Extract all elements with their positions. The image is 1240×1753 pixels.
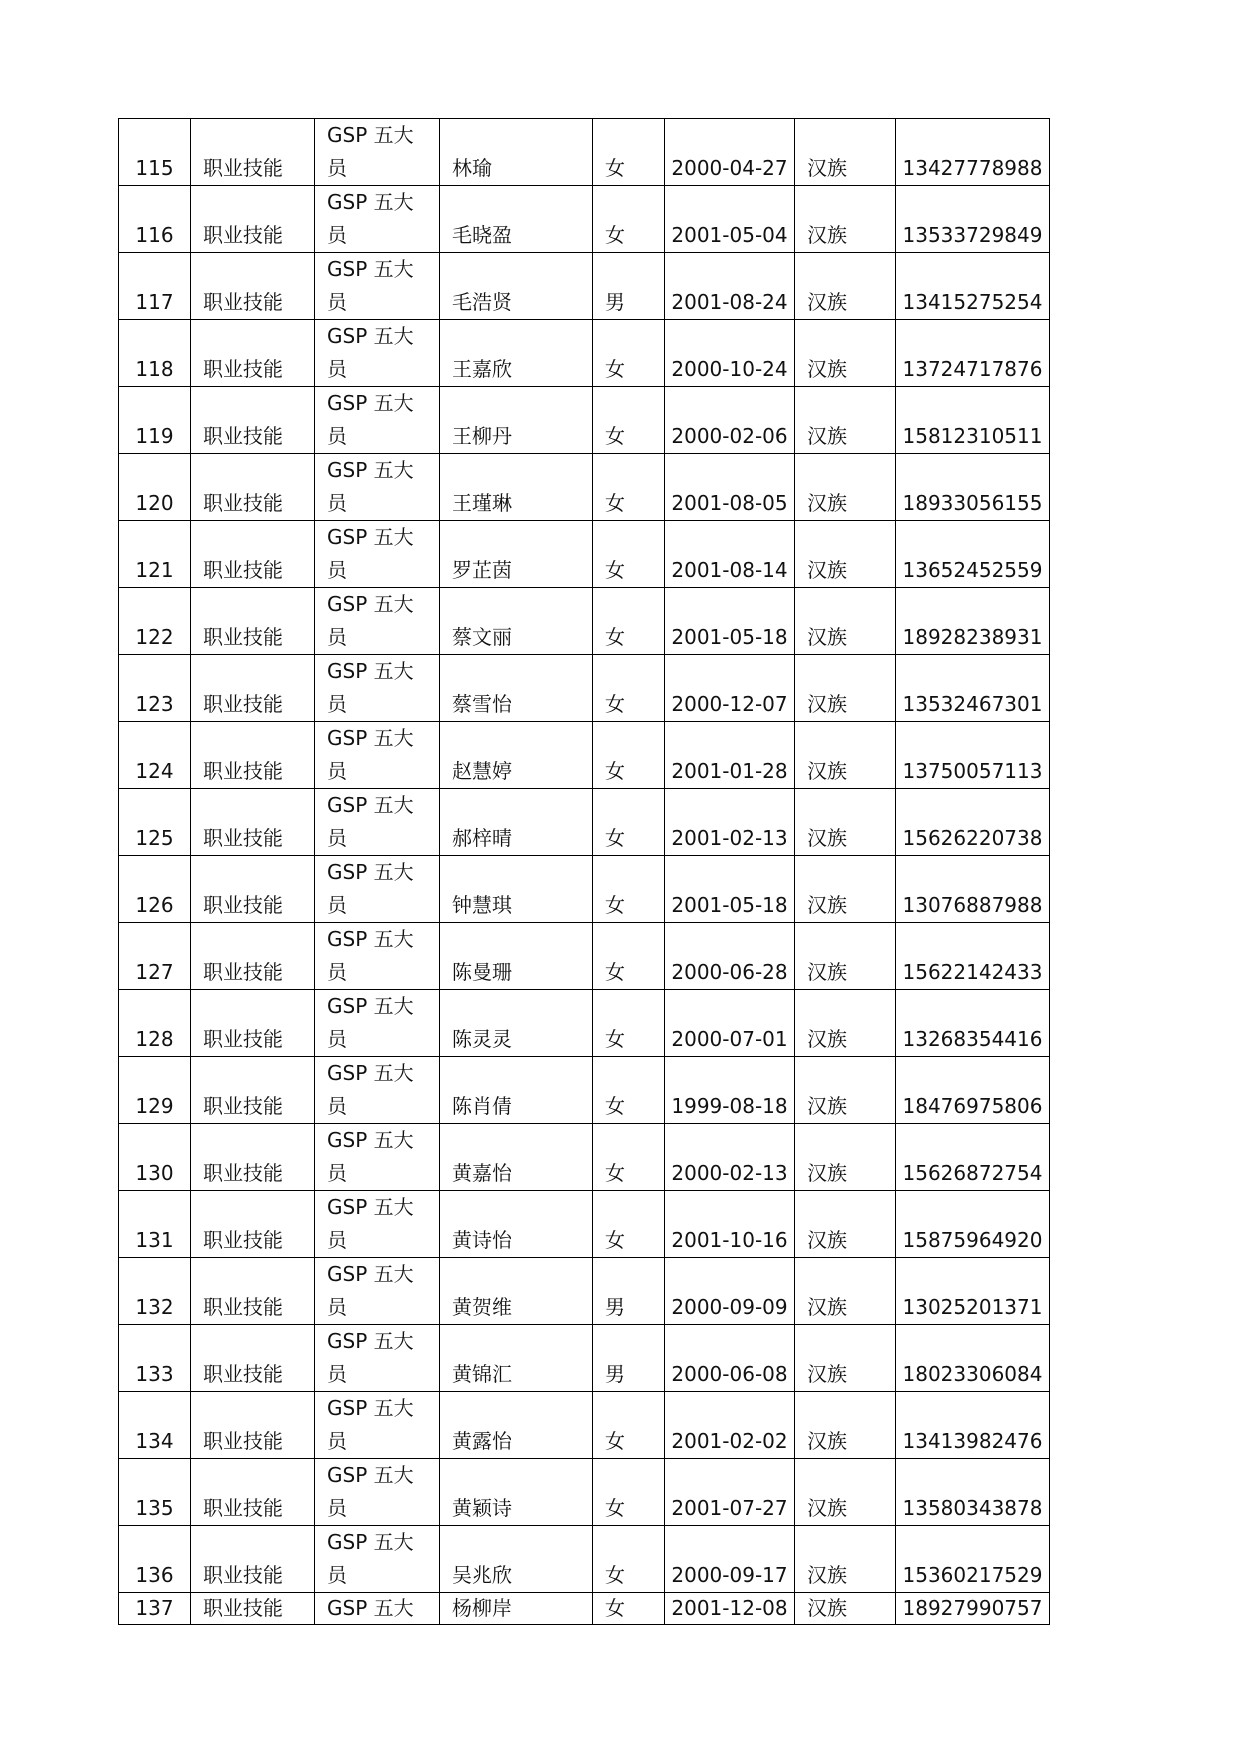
ethnicity-cell: 汉族 <box>795 856 896 923</box>
category-cell: 职业技能 <box>191 1191 315 1258</box>
student-name-cell: 赵慧婷 <box>440 722 593 789</box>
table-row <box>119 387 1050 454</box>
table-row <box>119 1124 1050 1191</box>
table-row <box>119 1325 1050 1392</box>
row-number-cell: 131 <box>119 1191 191 1258</box>
category-cell: 职业技能 <box>191 119 315 186</box>
category-cell: 职业技能 <box>191 253 315 320</box>
major-cell <box>315 990 440 1057</box>
category-cell: 职业技能 <box>191 1325 315 1392</box>
gender-cell: 女 <box>593 722 665 789</box>
phone-cell: 13025201371 <box>896 1258 1050 1325</box>
table-row <box>119 1191 1050 1258</box>
table-row <box>119 1392 1050 1459</box>
major-cell <box>315 1526 440 1593</box>
birth-date-cell: 2000-12-07 <box>665 655 795 722</box>
birth-date-cell: 2001-02-02 <box>665 1392 795 1459</box>
row-number-cell: 115 <box>119 119 191 186</box>
major-text: GSP 五大员 <box>327 1262 414 1319</box>
major-cell <box>315 1325 440 1392</box>
student-name-cell: 王嘉欣 <box>440 320 593 387</box>
table-row <box>119 320 1050 387</box>
table-row <box>119 521 1050 588</box>
student-name-cell: 黄锦汇 <box>440 1325 593 1392</box>
student-name-cell: 王柳丹 <box>440 387 593 454</box>
birth-date-cell: 2000-10-24 <box>665 320 795 387</box>
row-number-cell: 132 <box>119 1258 191 1325</box>
row-number-cell: 135 <box>119 1459 191 1526</box>
table-row <box>119 722 1050 789</box>
birth-date-cell: 2001-12-08 <box>665 1593 795 1625</box>
birth-date-cell: 2000-09-17 <box>665 1526 795 1593</box>
birth-date-cell: 2001-08-24 <box>665 253 795 320</box>
table-row <box>119 588 1050 655</box>
student-name-cell: 毛浩贤 <box>440 253 593 320</box>
table-row <box>119 1459 1050 1526</box>
major-text: GSP 五大员 <box>327 1530 414 1587</box>
phone-cell: 13532467301 <box>896 655 1050 722</box>
phone-cell: 13533729849 <box>896 186 1050 253</box>
gender-cell: 女 <box>593 521 665 588</box>
major-text: GSP 五大员 <box>327 860 414 917</box>
table-row <box>119 655 1050 722</box>
category-cell: 职业技能 <box>191 521 315 588</box>
table-row <box>119 1057 1050 1124</box>
ethnicity-cell: 汉族 <box>795 1325 896 1392</box>
major-cell <box>315 1258 440 1325</box>
major-cell <box>315 722 440 789</box>
category-cell: 职业技能 <box>191 789 315 856</box>
row-number-cell: 126 <box>119 856 191 923</box>
row-number-cell: 116 <box>119 186 191 253</box>
phone-cell: 13652452559 <box>896 521 1050 588</box>
ethnicity-cell: 汉族 <box>795 1593 896 1625</box>
major-cell <box>315 521 440 588</box>
row-number-cell: 134 <box>119 1392 191 1459</box>
major-cell <box>315 1459 440 1526</box>
major-text: GSP 五大员 <box>327 458 414 515</box>
gender-cell: 女 <box>593 119 665 186</box>
ethnicity-cell: 汉族 <box>795 454 896 521</box>
table-row <box>119 1526 1050 1593</box>
student-name-cell: 陈灵灵 <box>440 990 593 1057</box>
phone-cell: 15622142433 <box>896 923 1050 990</box>
ethnicity-cell: 汉族 <box>795 722 896 789</box>
major-text: GSP 五大员 <box>327 726 414 783</box>
major-text: GSP 五大员 <box>327 592 414 649</box>
row-number-cell: 125 <box>119 789 191 856</box>
gender-cell: 女 <box>593 655 665 722</box>
student-name-cell: 罗芷茵 <box>440 521 593 588</box>
gender-cell: 女 <box>593 387 665 454</box>
category-cell: 职业技能 <box>191 1258 315 1325</box>
phone-cell: 15875964920 <box>896 1191 1050 1258</box>
table-row <box>119 1258 1050 1325</box>
category-cell: 职业技能 <box>191 722 315 789</box>
row-number-cell: 136 <box>119 1526 191 1593</box>
birth-date-cell: 2001-10-16 <box>665 1191 795 1258</box>
category-cell: 职业技能 <box>191 1392 315 1459</box>
gender-cell: 女 <box>593 454 665 521</box>
row-number-cell: 122 <box>119 588 191 655</box>
major-cell <box>315 1057 440 1124</box>
birth-date-cell: 2000-06-08 <box>665 1325 795 1392</box>
phone-cell: 13268354416 <box>896 990 1050 1057</box>
major-cell <box>315 1124 440 1191</box>
student-name-cell: 蔡文丽 <box>440 588 593 655</box>
category-cell: 职业技能 <box>191 990 315 1057</box>
major-text: GSP 五大员 <box>327 1329 414 1386</box>
ethnicity-cell: 汉族 <box>795 1526 896 1593</box>
category-cell: 职业技能 <box>191 923 315 990</box>
ethnicity-cell: 汉族 <box>795 253 896 320</box>
gender-cell: 女 <box>593 1459 665 1526</box>
major-text: GSP 五大员 <box>327 324 414 381</box>
category-cell: 职业技能 <box>191 320 315 387</box>
phone-cell: 13427778988 <box>896 119 1050 186</box>
student-name-cell: 吴兆欣 <box>440 1526 593 1593</box>
student-name-cell: 黄贺维 <box>440 1258 593 1325</box>
major-cell <box>315 387 440 454</box>
major-cell <box>315 119 440 186</box>
birth-date-cell: 2000-02-13 <box>665 1124 795 1191</box>
student-name-cell: 杨柳岸 <box>440 1593 593 1625</box>
major-text: GSP 五大员 <box>327 1061 414 1118</box>
birth-date-cell: 2000-04-27 <box>665 119 795 186</box>
birth-date-cell: 2001-05-18 <box>665 856 795 923</box>
category-cell: 职业技能 <box>191 387 315 454</box>
ethnicity-cell: 汉族 <box>795 186 896 253</box>
gender-cell: 女 <box>593 1593 665 1625</box>
major-text: GSP 五大员 <box>327 1396 414 1453</box>
gender-cell: 女 <box>593 1392 665 1459</box>
ethnicity-cell: 汉族 <box>795 1392 896 1459</box>
phone-cell: 13580343878 <box>896 1459 1050 1526</box>
major-text: GSP 五大员 <box>327 123 414 180</box>
phone-cell: 13413982476 <box>896 1392 1050 1459</box>
birth-date-cell: 2001-08-05 <box>665 454 795 521</box>
ethnicity-cell: 汉族 <box>795 990 896 1057</box>
phone-cell: 13724717876 <box>896 320 1050 387</box>
row-number-cell: 124 <box>119 722 191 789</box>
table-row <box>119 856 1050 923</box>
gender-cell: 女 <box>593 923 665 990</box>
phone-cell: 18476975806 <box>896 1057 1050 1124</box>
phone-cell: 18933056155 <box>896 454 1050 521</box>
gender-cell: 女 <box>593 789 665 856</box>
gender-cell: 女 <box>593 186 665 253</box>
major-cell <box>315 923 440 990</box>
student-name-cell: 毛晓盈 <box>440 186 593 253</box>
major-cell <box>315 655 440 722</box>
ethnicity-cell: 汉族 <box>795 119 896 186</box>
gender-cell: 女 <box>593 1191 665 1258</box>
gender-cell: 女 <box>593 856 665 923</box>
row-number-cell: 117 <box>119 253 191 320</box>
category-cell: 职业技能 <box>191 1057 315 1124</box>
phone-cell: 18023306084 <box>896 1325 1050 1392</box>
row-number-cell: 128 <box>119 990 191 1057</box>
major-cell <box>315 1593 440 1625</box>
birth-date-cell: 2000-02-06 <box>665 387 795 454</box>
ethnicity-cell: 汉族 <box>795 1057 896 1124</box>
category-cell: 职业技能 <box>191 1526 315 1593</box>
phone-cell: 13750057113 <box>896 722 1050 789</box>
gender-cell: 女 <box>593 588 665 655</box>
student-roster-table <box>118 118 1050 1625</box>
major-text: GSP 五大 <box>327 1596 414 1620</box>
gender-cell: 女 <box>593 1057 665 1124</box>
gender-cell: 男 <box>593 253 665 320</box>
ethnicity-cell: 汉族 <box>795 789 896 856</box>
birth-date-cell: 2001-08-14 <box>665 521 795 588</box>
student-name-cell: 王瑾琳 <box>440 454 593 521</box>
major-cell <box>315 1191 440 1258</box>
birth-date-cell: 2000-06-28 <box>665 923 795 990</box>
row-number-cell: 120 <box>119 454 191 521</box>
ethnicity-cell: 汉族 <box>795 588 896 655</box>
major-cell <box>315 253 440 320</box>
row-number-cell: 127 <box>119 923 191 990</box>
student-name-cell: 蔡雪怡 <box>440 655 593 722</box>
ethnicity-cell: 汉族 <box>795 320 896 387</box>
ethnicity-cell: 汉族 <box>795 521 896 588</box>
row-number-cell: 129 <box>119 1057 191 1124</box>
table-row <box>119 253 1050 320</box>
major-cell <box>315 856 440 923</box>
major-cell <box>315 789 440 856</box>
gender-cell: 女 <box>593 320 665 387</box>
ethnicity-cell: 汉族 <box>795 923 896 990</box>
category-cell: 职业技能 <box>191 186 315 253</box>
table-row <box>119 789 1050 856</box>
row-number-cell: 121 <box>119 521 191 588</box>
birth-date-cell: 2001-05-04 <box>665 186 795 253</box>
major-text: GSP 五大员 <box>327 927 414 984</box>
row-number-cell: 137 <box>119 1593 191 1625</box>
major-cell <box>315 186 440 253</box>
table-row <box>119 454 1050 521</box>
category-cell: 职业技能 <box>191 454 315 521</box>
table-row <box>119 1593 1050 1625</box>
roster-body <box>119 119 1050 1625</box>
birth-date-cell: 2000-09-09 <box>665 1258 795 1325</box>
student-name-cell: 钟慧琪 <box>440 856 593 923</box>
table-row <box>119 990 1050 1057</box>
major-text: GSP 五大员 <box>327 525 414 582</box>
student-name-cell: 郝梓晴 <box>440 789 593 856</box>
student-name-cell: 黄颖诗 <box>440 1459 593 1526</box>
row-number-cell: 118 <box>119 320 191 387</box>
major-text: GSP 五大员 <box>327 994 414 1051</box>
student-name-cell: 黄嘉怡 <box>440 1124 593 1191</box>
row-number-cell: 130 <box>119 1124 191 1191</box>
phone-cell: 18927990757 <box>896 1593 1050 1625</box>
major-cell <box>315 320 440 387</box>
phone-cell: 15812310511 <box>896 387 1050 454</box>
table-row <box>119 186 1050 253</box>
row-number-cell: 133 <box>119 1325 191 1392</box>
major-text: GSP 五大员 <box>327 1463 414 1520</box>
gender-cell: 女 <box>593 990 665 1057</box>
gender-cell: 女 <box>593 1124 665 1191</box>
major-text: GSP 五大员 <box>327 391 414 448</box>
gender-cell: 男 <box>593 1258 665 1325</box>
ethnicity-cell: 汉族 <box>795 1191 896 1258</box>
birth-date-cell: 2001-05-18 <box>665 588 795 655</box>
student-name-cell: 黄诗怡 <box>440 1191 593 1258</box>
ethnicity-cell: 汉族 <box>795 1459 896 1526</box>
major-text: GSP 五大员 <box>327 659 414 716</box>
row-number-cell: 123 <box>119 655 191 722</box>
student-name-cell: 林瑜 <box>440 119 593 186</box>
row-number-cell: 119 <box>119 387 191 454</box>
birth-date-cell: 2001-07-27 <box>665 1459 795 1526</box>
birth-date-cell: 2000-07-01 <box>665 990 795 1057</box>
student-name-cell: 陈肖倩 <box>440 1057 593 1124</box>
major-text: GSP 五大员 <box>327 1195 414 1252</box>
category-cell: 职业技能 <box>191 1459 315 1526</box>
student-name-cell: 陈曼珊 <box>440 923 593 990</box>
birth-date-cell: 1999-08-18 <box>665 1057 795 1124</box>
birth-date-cell: 2001-02-13 <box>665 789 795 856</box>
category-cell: 职业技能 <box>191 856 315 923</box>
phone-cell: 13076887988 <box>896 856 1050 923</box>
major-text: GSP 五大员 <box>327 190 414 247</box>
major-text: GSP 五大员 <box>327 793 414 850</box>
birth-date-cell: 2001-01-28 <box>665 722 795 789</box>
ethnicity-cell: 汉族 <box>795 387 896 454</box>
ethnicity-cell: 汉族 <box>795 655 896 722</box>
phone-cell: 15626220738 <box>896 789 1050 856</box>
table-row <box>119 119 1050 186</box>
major-text: GSP 五大员 <box>327 257 414 314</box>
student-name-cell: 黄露怡 <box>440 1392 593 1459</box>
major-cell <box>315 454 440 521</box>
gender-cell: 女 <box>593 1526 665 1593</box>
major-cell <box>315 588 440 655</box>
table-row <box>119 923 1050 990</box>
major-text: GSP 五大员 <box>327 1128 414 1185</box>
phone-cell: 15626872754 <box>896 1124 1050 1191</box>
gender-cell: 男 <box>593 1325 665 1392</box>
ethnicity-cell: 汉族 <box>795 1258 896 1325</box>
ethnicity-cell: 汉族 <box>795 1124 896 1191</box>
phone-cell: 15360217529 <box>896 1526 1050 1593</box>
category-cell: 职业技能 <box>191 588 315 655</box>
category-cell: 职业技能 <box>191 1593 315 1625</box>
phone-cell: 18928238931 <box>896 588 1050 655</box>
category-cell: 职业技能 <box>191 1124 315 1191</box>
category-cell: 职业技能 <box>191 655 315 722</box>
major-cell <box>315 1392 440 1459</box>
phone-cell: 13415275254 <box>896 253 1050 320</box>
